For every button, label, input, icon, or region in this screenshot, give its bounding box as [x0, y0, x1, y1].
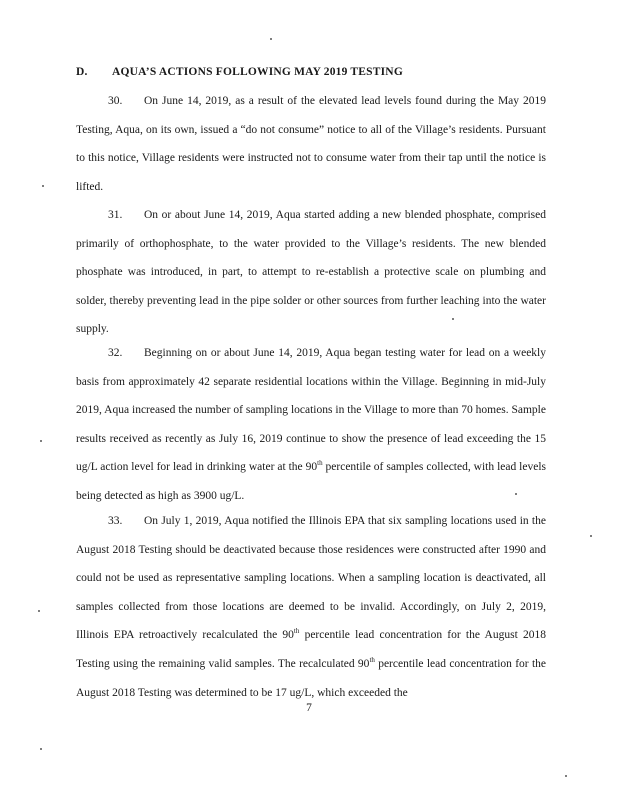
scan-speck — [38, 610, 40, 612]
scan-speck — [42, 185, 44, 187]
paragraph-31 — [76, 201, 546, 344]
paragraph-number: 32. — [108, 347, 123, 359]
paragraph-text: On or about June 14, 2019, Aqua started adding a new blended phosphate, comprised primarily of orthophosphate, to the water provided to the Village’s residents. The new blended phosphate was introduced, in part, to attempt to re-establish a protective scale on plumbing and solder, thereby preventing lead in the pipe solder or other sources from further leaching into the water supply. — [76, 209, 546, 336]
paragraph-32 — [76, 339, 546, 511]
scan-speck — [452, 318, 454, 320]
paragraph-number: 31. — [108, 209, 123, 221]
paragraph-text: On June 14, 2019, as a result of the elevated lead levels found during the May 2019 Testing, Aqua, on its own, issued a “do not consume” notice to all of the Village’s residents. Pursuant to this notice, Village residents were instructed not to consume water from their tap until the notice is lifted. — [76, 95, 546, 193]
superscript-th: th — [293, 627, 300, 636]
scan-speck — [270, 38, 272, 40]
section-letter: D. — [76, 66, 88, 78]
scan-speck — [515, 493, 517, 495]
superscript-th: th — [369, 656, 375, 665]
scan-speck — [40, 440, 42, 442]
scan-speck — [590, 535, 592, 537]
paragraph-33 — [76, 507, 546, 707]
paragraph-30 — [76, 87, 546, 201]
paragraph-text-continued: percentile of samples collected, with lead levels being detected as high as 3900 ug/L. — [76, 461, 546, 502]
scan-speck — [40, 748, 42, 750]
paragraph-text-continued: percentile lead concentration for the August 2018 Testing using the remaining valid samples. The recalculated 90 — [76, 629, 546, 670]
paragraph-text-continued: percentile lead concentration for the August 2018 Testing was determined to be 17 ug/L, which exceeded the — [76, 657, 546, 699]
paragraph-text: On July 1, 2019, Aqua notified the Illinois EPA that six sampling locations used in the August 2018 Testing should be deactivated because those residences were constructed after 1990 and could not be used as representative sampling locations. When a sampling location is deactivated, all samples collected from those locations are deemed to be invalid. Accordingly, on July 2, 2019, Illinois EPA retroactively recalculated the 90 — [76, 515, 546, 642]
section-heading — [76, 66, 403, 78]
scan-speck — [565, 775, 567, 777]
superscript-th: th — [317, 459, 323, 468]
paragraph-number: 30. — [108, 95, 123, 107]
section-title: AQUA’S ACTIONS FOLLOWING MAY 2019 TESTING — [112, 66, 403, 78]
page-number: 7 — [306, 702, 312, 714]
paragraph-number: 33. — [108, 515, 123, 527]
paragraph-text: Beginning on or about June 14, 2019, Aqua began testing water for lead on a weekly basis from approximately 42 separate residential locations within the Village. Beginning in mid-July 2019, Aqua increased the number of sampling locations in the Village to more than 70 homes. Sample results received as recently as July 16, 2019 continue to show the presence of lead exceeding the 15 ug/L action level for lead in drinking water at the 90 — [76, 347, 546, 474]
